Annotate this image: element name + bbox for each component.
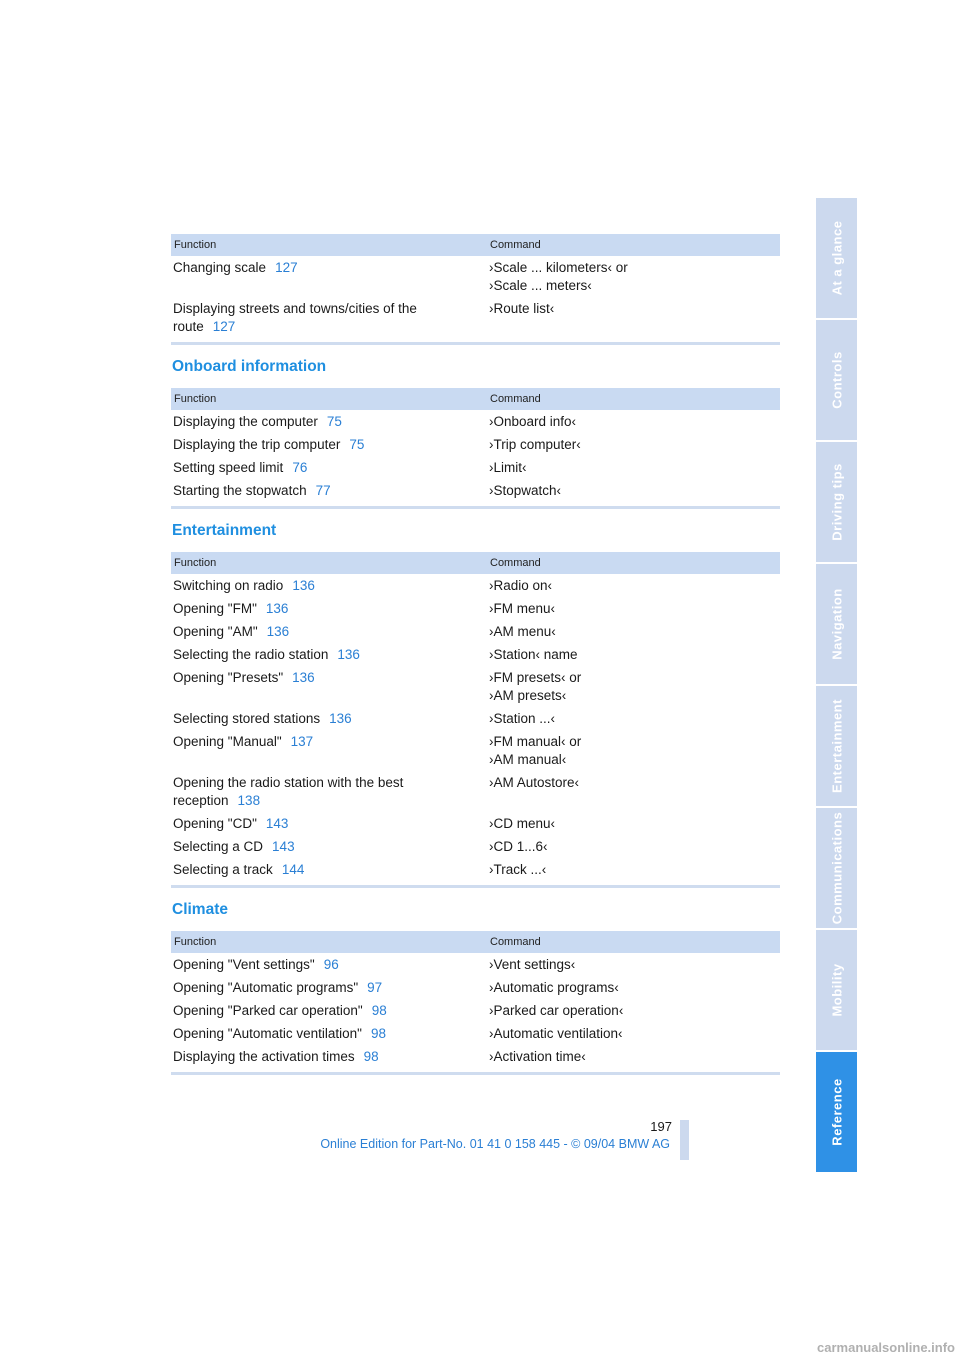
command-text: ›AM menu‹ bbox=[489, 624, 556, 639]
chapter-tab-label: Navigation bbox=[829, 588, 844, 660]
function-cell bbox=[171, 953, 487, 976]
table-row bbox=[171, 1022, 780, 1045]
command-text: ›Scale ... kilometers‹ or bbox=[489, 260, 628, 275]
function-cell bbox=[171, 297, 487, 344]
command-cell bbox=[487, 953, 780, 976]
page-content bbox=[171, 234, 780, 1075]
function-text: Setting speed limit bbox=[173, 460, 284, 475]
page-reference-link[interactable]: 143 bbox=[272, 839, 295, 854]
function-text: Selecting a CD bbox=[173, 839, 264, 854]
command-text: ›Route list‹ bbox=[489, 301, 555, 316]
command-text: ›Station‹ name bbox=[489, 647, 578, 662]
command-text: ›Limit‹ bbox=[489, 460, 527, 475]
function-text: Opening "Automatic ventilation" bbox=[173, 1026, 362, 1041]
command-text: ›Radio on‹ bbox=[489, 578, 553, 593]
function-cell bbox=[171, 730, 487, 771]
navigation-table bbox=[171, 234, 780, 345]
function-cell bbox=[171, 1045, 487, 1074]
command-cell bbox=[487, 433, 780, 456]
command-text-continued: ›AM manual‹ bbox=[489, 752, 567, 767]
command-text: ›Station ...‹ bbox=[489, 711, 556, 726]
table-row bbox=[171, 812, 780, 835]
command-cell bbox=[487, 999, 780, 1022]
function-cell bbox=[171, 707, 487, 730]
function-text: Displaying streets and towns/cities of the bbox=[173, 301, 417, 316]
page-reference-link[interactable]: 136 bbox=[329, 711, 352, 726]
function-cell bbox=[171, 479, 487, 508]
watermark: carmanualsonline.info bbox=[817, 1340, 955, 1355]
table-row bbox=[171, 953, 780, 976]
command-cell bbox=[487, 456, 780, 479]
command-text: ›Stopwatch‹ bbox=[489, 483, 562, 498]
page-reference-link[interactable]: 136 bbox=[337, 647, 360, 662]
chapter-tab-at-a-glance[interactable] bbox=[816, 198, 857, 318]
function-text-continued: route bbox=[173, 319, 204, 334]
entertainment-table bbox=[171, 552, 780, 888]
function-text: Opening "Vent settings" bbox=[173, 957, 315, 972]
page-reference-link[interactable]: 127 bbox=[212, 319, 236, 334]
chapter-tab-label: Reference bbox=[829, 1078, 844, 1146]
function-cell bbox=[171, 771, 487, 812]
function-header: Function bbox=[171, 234, 487, 256]
command-cell bbox=[487, 835, 780, 858]
command-text: ›FM manual‹ or bbox=[489, 734, 582, 749]
table-row bbox=[171, 433, 780, 456]
table-row bbox=[171, 297, 780, 344]
command-cell bbox=[487, 479, 780, 508]
command-cell bbox=[487, 812, 780, 835]
command-text-continued: ›AM presets‹ bbox=[489, 688, 567, 703]
command-cell bbox=[487, 1022, 780, 1045]
page-reference-link[interactable]: 96 bbox=[323, 957, 339, 972]
page-reference-link[interactable]: 98 bbox=[370, 1026, 386, 1041]
function-cell bbox=[171, 1022, 487, 1045]
table-row bbox=[171, 999, 780, 1022]
function-text: Opening "AM" bbox=[173, 624, 258, 639]
function-text: Displaying the activation times bbox=[173, 1049, 355, 1064]
command-header: Command bbox=[487, 234, 780, 256]
chapter-tabs bbox=[816, 198, 857, 1174]
table-row bbox=[171, 1045, 780, 1074]
page-number-bar bbox=[680, 1120, 689, 1160]
function-cell bbox=[171, 643, 487, 666]
command-text: ›Activation time‹ bbox=[489, 1049, 586, 1064]
function-text: Displaying the trip computer bbox=[173, 437, 341, 452]
command-cell bbox=[487, 410, 780, 433]
chapter-tab-communications[interactable] bbox=[816, 808, 857, 928]
page-reference-link[interactable]: 127 bbox=[275, 260, 298, 275]
command-text: ›Automatic ventilation‹ bbox=[489, 1026, 623, 1041]
function-cell bbox=[171, 835, 487, 858]
chapter-tab-label: Controls bbox=[829, 351, 844, 409]
command-header: Command bbox=[487, 552, 780, 574]
page-number: 197 bbox=[650, 1119, 672, 1134]
table-row bbox=[171, 976, 780, 999]
function-cell bbox=[171, 812, 487, 835]
function-text: Selecting stored stations bbox=[173, 711, 321, 726]
table-row bbox=[171, 456, 780, 479]
table-row bbox=[171, 410, 780, 433]
command-text: ›Track ...‹ bbox=[489, 862, 547, 877]
function-cell bbox=[171, 433, 487, 456]
command-text: ›FM menu‹ bbox=[489, 601, 556, 616]
function-text: Opening "Presets" bbox=[173, 670, 284, 685]
function-text-continued: reception bbox=[173, 793, 229, 808]
command-cell bbox=[487, 1045, 780, 1074]
command-cell bbox=[487, 574, 780, 597]
command-cell bbox=[487, 707, 780, 730]
onboard-table bbox=[171, 388, 780, 509]
page-reference-link[interactable]: 137 bbox=[290, 734, 314, 749]
command-cell bbox=[487, 643, 780, 666]
table-row bbox=[171, 835, 780, 858]
function-text: Changing scale bbox=[173, 260, 267, 275]
chapter-tab-navigation[interactable] bbox=[816, 564, 857, 684]
function-text: Displaying the computer bbox=[173, 414, 318, 429]
command-cell bbox=[487, 597, 780, 620]
function-text: Opening "CD" bbox=[173, 816, 257, 831]
function-cell bbox=[171, 574, 487, 597]
function-cell bbox=[171, 976, 487, 999]
function-text: Opening "Parked car operation" bbox=[173, 1003, 363, 1018]
command-text-continued: ›Scale ... meters‹ bbox=[489, 278, 592, 293]
function-header: Function bbox=[171, 388, 487, 410]
table-row bbox=[171, 707, 780, 730]
climate-table bbox=[171, 931, 780, 1075]
page-reference-link[interactable]: 136 bbox=[292, 578, 315, 593]
table-row bbox=[171, 858, 780, 887]
chapter-tab-reference[interactable] bbox=[816, 1052, 857, 1172]
table-row bbox=[171, 730, 780, 771]
table-row bbox=[171, 771, 780, 812]
command-cell bbox=[487, 976, 780, 999]
page-reference-link[interactable]: 144 bbox=[281, 862, 305, 877]
section-title-entertainment: Entertainment bbox=[172, 522, 277, 539]
page-reference-link[interactable]: 136 bbox=[266, 624, 290, 639]
page-reference-link[interactable]: 143 bbox=[265, 816, 289, 831]
function-header: Function bbox=[171, 552, 487, 574]
chapter-tab-entertainment[interactable] bbox=[816, 686, 857, 806]
command-cell bbox=[487, 297, 780, 344]
command-text: ›Trip computer‹ bbox=[489, 437, 581, 452]
section-title-onboard: Onboard information bbox=[172, 358, 327, 375]
table-row bbox=[171, 620, 780, 643]
command-header: Command bbox=[487, 388, 780, 410]
function-cell bbox=[171, 597, 487, 620]
page-reference-link[interactable]: 136 bbox=[265, 601, 289, 616]
footer-text: Online Edition for Part-No. 01 41 0 158 445 - © 09/04 BMW AG bbox=[320, 1137, 670, 1151]
table-row bbox=[171, 574, 780, 597]
function-cell bbox=[171, 410, 487, 433]
command-text: ›CD 1...6‹ bbox=[489, 839, 548, 854]
function-text: Opening "Manual" bbox=[173, 734, 282, 749]
function-text: Opening "Automatic programs" bbox=[173, 980, 359, 995]
function-text: Opening "FM" bbox=[173, 601, 257, 616]
function-text: Switching on radio bbox=[173, 578, 284, 593]
table-row bbox=[171, 597, 780, 620]
function-text: Starting the stopwatch bbox=[173, 483, 307, 498]
chapter-tab-label: Entertainment bbox=[829, 699, 844, 793]
page-reference-link[interactable]: 77 bbox=[315, 483, 331, 498]
chapter-tab-label: Mobility bbox=[829, 963, 844, 1017]
page-reference-link[interactable]: 76 bbox=[292, 460, 308, 475]
command-text: ›Vent settings‹ bbox=[489, 957, 576, 972]
command-text: ›Parked car operation‹ bbox=[489, 1003, 624, 1018]
command-cell bbox=[487, 858, 780, 887]
command-text: ›FM presets‹ or bbox=[489, 670, 582, 685]
page-reference-link[interactable]: 138 bbox=[237, 793, 261, 808]
chapter-tab-controls[interactable] bbox=[816, 320, 857, 440]
command-cell bbox=[487, 666, 780, 707]
table-row bbox=[171, 256, 780, 297]
table-row bbox=[171, 479, 780, 508]
chapter-tab-mobility[interactable] bbox=[816, 930, 857, 1050]
function-header: Function bbox=[171, 931, 487, 953]
table-row bbox=[171, 643, 780, 666]
command-cell bbox=[487, 256, 780, 297]
chapter-tab-label: Communications bbox=[829, 811, 844, 925]
table-row bbox=[171, 666, 780, 707]
function-cell bbox=[171, 456, 487, 479]
page-reference-link[interactable]: 98 bbox=[371, 1003, 387, 1018]
page-reference-link[interactable]: 136 bbox=[292, 670, 315, 685]
function-cell bbox=[171, 858, 487, 887]
function-text: Opening the radio station with the best bbox=[173, 775, 404, 790]
function-text: Selecting a track bbox=[173, 862, 273, 877]
page-reference-link[interactable]: 75 bbox=[326, 414, 342, 429]
command-cell bbox=[487, 771, 780, 812]
page-reference-link[interactable]: 97 bbox=[367, 980, 383, 995]
page-reference-link[interactable]: 98 bbox=[363, 1049, 379, 1064]
command-cell bbox=[487, 620, 780, 643]
command-text: ›Onboard info‹ bbox=[489, 414, 577, 429]
function-cell bbox=[171, 256, 487, 297]
page-reference-link[interactable]: 75 bbox=[349, 437, 365, 452]
command-header: Command bbox=[487, 931, 780, 953]
command-text: ›CD menu‹ bbox=[489, 816, 556, 831]
function-cell bbox=[171, 999, 487, 1022]
function-cell bbox=[171, 666, 487, 707]
function-cell bbox=[171, 620, 487, 643]
section-title-climate: Climate bbox=[172, 901, 228, 918]
chapter-tab-driving-tips[interactable] bbox=[816, 442, 857, 562]
chapter-tab-label: At a glance bbox=[829, 220, 844, 296]
chapter-tab-label: Driving tips bbox=[829, 463, 844, 541]
command-text: ›AM Autostore‹ bbox=[489, 775, 580, 790]
command-text: ›Automatic programs‹ bbox=[489, 980, 619, 995]
command-cell bbox=[487, 730, 780, 771]
function-text: Selecting the radio station bbox=[173, 647, 329, 662]
